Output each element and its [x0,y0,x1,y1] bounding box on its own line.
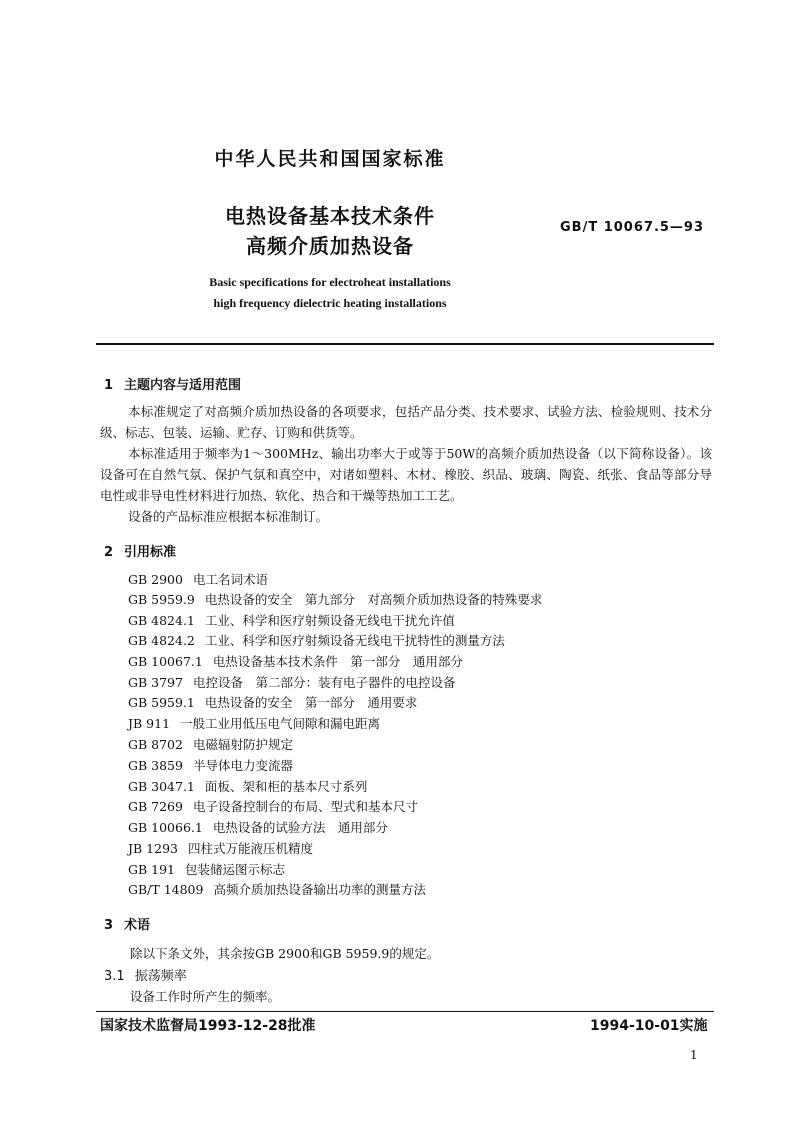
reference-item: GB 3859 半导体电力变流器 [128,758,293,773]
reference-item: GB 10066.1 电热设备的试验方法 通用部分 [128,820,388,835]
reference-item: GB 191 包装储运图示标志 [128,862,286,877]
reference-item: GB 3797 电控设备 第二部分：装有电子器件的电控设备 [128,675,456,690]
reference-item: GB 7269 电子设备控制台的布局、型式和基本尺寸 [128,799,418,814]
subsection-number: 3.1 [104,969,125,984]
document-title-line1: 电热设备基本技术条件 [225,204,435,228]
page-number: 1 [690,1048,698,1062]
reference-item: GB 3047.1 面板、架和柜的基本尺寸系列 [128,779,368,794]
reference-item: GB 8702 电磁辐射防护规定 [128,737,293,752]
reference-item: GB 2900 电工名词术语 [128,572,268,587]
section-number: 2 [104,545,114,560]
standard-number: GB/T 10067.5—93 [560,220,705,235]
section-heading-3 [104,914,150,933]
reference-item: JB 1293 四柱式万能液压机精度 [128,841,313,856]
section-title: 引用标准 [124,545,177,560]
document-title-line2: 高频介质加热设备 [246,234,414,258]
section1-paragraph-2: 本标准适用于频率为1～300MHz、输出功率大于或等于50W的高频介质加热设备（以下简称设备）。该设备可在自然气氛、保护气氛和真空中，对诸如塑料、木材、橡胶、织品、玻璃、陶瓷、纸张、食品等部分导电性或非导电性材料进行加热、软化、热合和干燥等热加工工艺。 [100,446,712,503]
footer-divider [96,1011,714,1012]
issue-date: 国家技术监督局1993-12-28批准 [100,1018,316,1034]
section1-paragraph-3: 设备的产品标准应根据本标准制订。 [128,509,329,524]
section-number: 1 [104,378,114,393]
english-title-line1: Basic specifications for electroheat installations [209,275,451,289]
reference-item: JB 911 一般工业用低压电气间隙和漏电距离 [128,716,381,731]
section-heading-2 [104,541,176,560]
section-title: 术语 [124,918,151,933]
section-title: 主题内容与适用范围 [124,378,242,393]
reference-item: GB 5959.1 电热设备的安全 第一部分 通用要求 [128,695,418,710]
reference-item: GB 4824.2 工业、科学和医疗射频设备无线电干扰特性的测量方法 [128,633,505,648]
national-standard-heading: 中华人民共和国国家标准 [214,148,446,170]
subsection-heading-3-1 [104,965,187,984]
section3-intro: 除以下条文外，其余按GB 2900和GB 5959.9的规定。 [130,946,440,961]
section-number: 3 [104,918,114,933]
english-title-line2: high frequency dielectric heating installations [213,296,447,310]
subsection-title: 振荡频率 [134,969,187,984]
reference-item: GB 5959.9 电热设备的安全 第九部分 对高频介质加热设备的特殊要求 [128,592,543,607]
section-heading-1 [104,374,241,393]
effective-date: 1994-10-01实施 [590,1018,708,1034]
header-divider [96,343,714,345]
reference-item: GB 4824.1 工业、科学和医疗射频设备无线电干扰允许值 [128,613,455,628]
reference-item: GB/T 14809 高频介质加热设备输出功率的测量方法 [128,882,426,897]
reference-item: GB 10067.1 电热设备基本技术条件 第一部分 通用部分 [128,654,463,669]
subsection-definition: 设备工作时所产生的频率。 [130,989,281,1004]
section1-paragraph-1: 本标准规定了对高频介质加热设备的各项要求，包括产品分类、技术要求、试验方法、检验规则、技术分级、标志、包装、运输、贮存、订购和供货等。 [100,404,712,440]
